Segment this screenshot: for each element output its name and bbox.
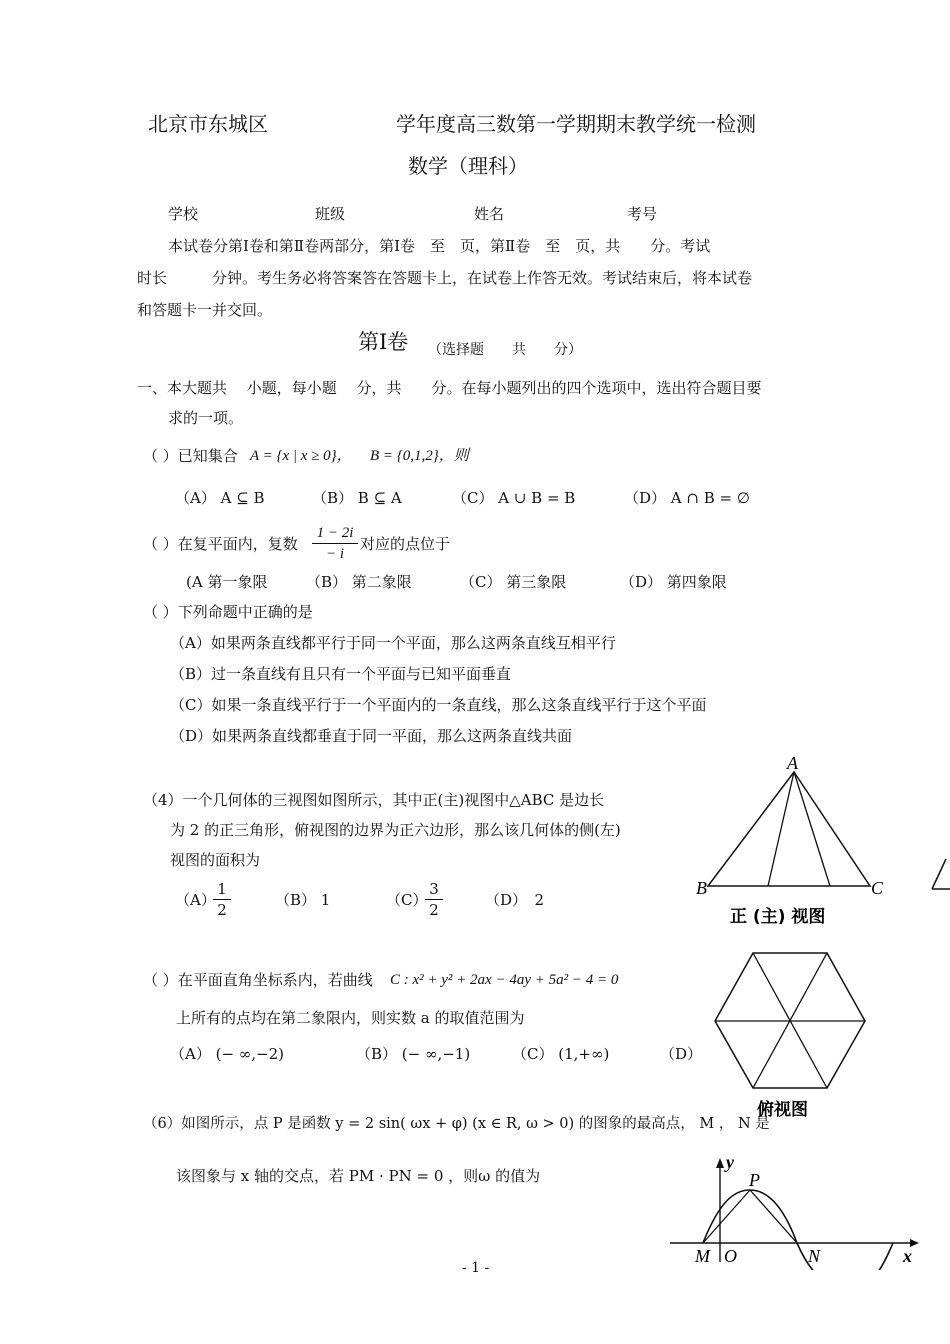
q1-option-d: （D） A ∩ B = ∅ [624, 489, 750, 507]
instructions-line3: 和答题卡一并交回。 [137, 301, 273, 319]
q4-option-c-bar [425, 899, 443, 900]
q1-set-b: B = {0,1,2}，则 [370, 448, 469, 464]
name-label: 姓名 [474, 205, 505, 223]
part1-title: 第Ⅰ卷 [358, 330, 409, 354]
instructions-line1: 本试卷分第Ⅰ卷和第Ⅱ卷两部分，第Ⅰ卷 至 页，第Ⅱ卷 至 页，共 分。考试 [168, 237, 711, 255]
q3-option-c: （C）如果一条直线平行于一个平面内的一条直线，那么这条直线平行于这个平面 [170, 696, 707, 714]
q2-option-a: (A 第一象限 [186, 573, 268, 591]
q5-option-a: （A） (− ∞,−2) [170, 1045, 285, 1063]
q6-line1: （6）如图所示，点 P 是函数 y = 2 sin( ωx + φ) (x ∈ R, ω > 0) 的图象的最高点， M ， N 是 [143, 1116, 770, 1132]
part1-note: （选择题 共 分） [428, 342, 582, 358]
sine-graph-figure [665, 1150, 950, 1270]
q4-line1: （4）一个几何体的三视图如图所示，其中正(主)视图中△ABC 是边长 [143, 791, 605, 809]
q2-option-c: （C） 第三象限 [460, 573, 567, 591]
label-n: N [808, 1246, 821, 1266]
q4-option-c-den: 2 [429, 901, 439, 919]
q1-set-a: A = {x | x ≥ 0}， [250, 448, 352, 464]
subtitle: 数学（理科） [408, 154, 528, 178]
q1-stem: （ ）已知集合 [143, 447, 238, 465]
section1-line1: 一、本大题共 小题，每小题 分，共 分。在每小题列出的四个选项中，选出符合题目要 [137, 379, 762, 397]
top-view-figure [705, 945, 885, 1125]
q1-option-b: （B） B ⊆ A [312, 489, 402, 507]
front-view-caption: 正 (主) 视图 [730, 907, 826, 927]
q4-option-d: （D） 2 [485, 891, 545, 909]
q2-numerator: 1 − 2i [316, 525, 354, 541]
y-axis-arrow [716, 1158, 724, 1168]
q4-option-a-fraction [213, 880, 231, 919]
side-view-fragment [926, 855, 950, 895]
class-label: 班级 [315, 205, 346, 223]
segment-pn [750, 1190, 797, 1243]
q4-option-c-num: 3 [429, 880, 439, 898]
q5-line1: （ ）在平面直角坐标系内，若曲线 [143, 971, 373, 989]
q1-option-c: （C） A ∪ B = B [452, 489, 576, 507]
q4-line2: 为 2 的正三角形，俯视图的边界为正六边形，那么该几何体的侧(左) [170, 821, 621, 839]
q2-fraction-bar [312, 543, 358, 544]
q2-stem: （ ）在复平面内，复数 [143, 535, 298, 553]
q5-line2: 上所有的点均在第二象限内，则实数 a 的取值范围为 [176, 1009, 525, 1027]
q4-option-a-bar [213, 899, 231, 900]
q2-option-b: （B） 第二象限 [306, 573, 412, 591]
label-b: B [696, 878, 707, 898]
label-y: y [726, 1152, 734, 1172]
q4-option-a-label: （A） [175, 891, 216, 909]
q6-line2: 该图象与 x 轴的交点，若 PM · PN = 0 ，则ω 的值为 [176, 1167, 541, 1185]
q4-option-a-num: 1 [217, 880, 227, 898]
q5-option-b: （B） (− ∞,−1) [356, 1045, 471, 1063]
label-o: O [724, 1246, 737, 1266]
q1-option-a: （A） A ⊆ B [175, 489, 265, 507]
q2-stem-suffix: 对应的点位于 [360, 535, 451, 553]
side-view-edge [932, 859, 946, 889]
q4-option-a-den: 2 [217, 901, 227, 919]
q5-option-c: （C） (1,+∞) [512, 1045, 610, 1063]
q4-line3: 视图的面积为 [170, 851, 261, 869]
school-label: 学校 [168, 205, 199, 223]
q5-option-d: （D） [660, 1045, 703, 1063]
q3-stem: （ ）下列命题中正确的是 [143, 603, 313, 621]
page-number: - 1 - [462, 1260, 490, 1276]
q2-option-d: （D） 第四象限 [620, 573, 727, 591]
section1-line2: 求的一项。 [168, 409, 244, 427]
front-view-figure [690, 750, 890, 930]
exam-no-label: 考号 [627, 205, 658, 223]
q4-option-b: （B） 1 [275, 891, 331, 909]
q2-denominator: − i [325, 546, 345, 562]
segment-pm [703, 1190, 750, 1243]
triangle-inner-line-right [794, 772, 830, 886]
q3-option-d: （D）如果两条直线都垂直于同一平面，那么这两条直线共面 [170, 727, 573, 745]
label-p: P [749, 1170, 760, 1190]
triangle-abc [708, 772, 870, 886]
q4-option-c-fraction [425, 880, 443, 919]
title-left: 北京市东城区 [148, 112, 268, 136]
q4-option-c-label: （C） [386, 891, 428, 909]
q2-fraction [312, 524, 358, 563]
q3-option-a: （A）如果两条直线都平行于同一个平面，那么这两条直线互相平行 [170, 634, 616, 652]
label-x: x [903, 1246, 912, 1266]
top-view-caption: 俯视图 [757, 1100, 808, 1120]
label-m: M [695, 1246, 710, 1266]
label-a: A [787, 753, 798, 773]
q5-equation: C : x² + y² + 2ax − 4ay + 5a² − 4 = 0 [390, 972, 619, 988]
title-right: 学年度高三数第一学期期末教学统一检测 [396, 112, 756, 136]
instructions-line2: 时长 分钟。考生务必将答案答在答题卡上，在试卷上作答无效。考试结束后，将本试卷 [137, 269, 753, 287]
q3-option-b: （B）过一条直线有且只有一个平面与已知平面垂直 [170, 665, 512, 683]
label-c: C [871, 878, 884, 898]
